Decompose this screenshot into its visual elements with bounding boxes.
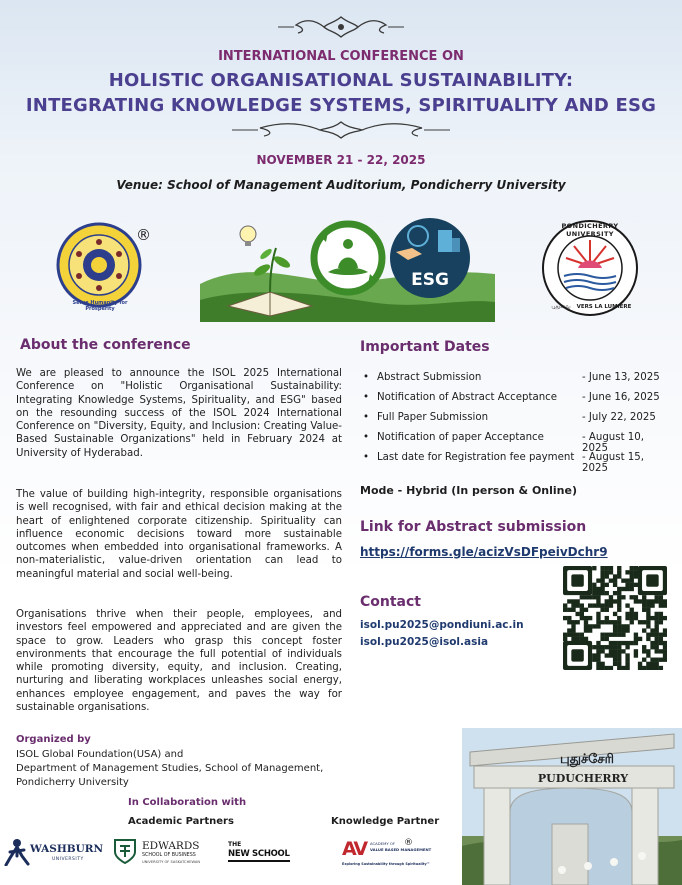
edwards-name: EDWARDS	[142, 840, 200, 852]
about-paragraph-2: The value of building high-integrity, responsible organisations is well recognised, with fair and ethical decision making at the heart of enlightened corporate citizenship. Spirituality can influence economic decisions toward more sustainable outcomes when embedded into organisational frameworks. A non-materialistic, value-driven orientation can lead to meaningful material and social well-being.	[16, 489, 342, 580]
isol-logo-emblem	[56, 222, 142, 308]
date-value: - July 22, 2025	[582, 412, 656, 423]
title-ornament	[230, 118, 452, 142]
academic-partners-heading: Academic Partners	[128, 816, 234, 827]
conference-dates: NOVEMBER 21 - 22, 2025	[256, 153, 426, 167]
qr-code[interactable]	[563, 566, 667, 670]
date-item	[361, 412, 673, 432]
pu-ring-top: PONDICHERRY UNIVERSITY	[561, 222, 619, 238]
date-item	[361, 452, 673, 472]
washburn-name: WASHBURN	[30, 843, 104, 855]
conference-mode: Mode - Hybrid (In person & Online)	[360, 484, 577, 497]
date-value: - June 16, 2025	[582, 392, 660, 403]
puducherry-gate-image	[462, 728, 682, 885]
conference-title-line2: INTEGRATING KNOWLEDGE SYSTEMS, SPIRITUALITY AND ESG	[25, 95, 657, 116]
date-item	[361, 392, 673, 412]
pu-ring-tamil: புதுவை	[551, 304, 571, 310]
edwards-sub: SCHOOL OF BUSINESS	[142, 853, 196, 858]
av-tagline: Exploring Sustainability through Spirituality™	[342, 862, 431, 866]
date-label: • Notification of paper Acceptance	[377, 432, 544, 443]
important-dates-heading: Important Dates	[360, 339, 490, 355]
edwards-shield-icon	[112, 838, 138, 864]
conference-title-line1: HOLISTIC ORGANISATIONAL SUSTAINABILITY:	[108, 70, 574, 91]
about-paragraph-1: We are pleased to announce the ISOL 2025 International Conference on "Holistic Organisational Sustainability: Integrating Knowledge Systems, Spirituality, and ESG" based on the resounding success of the ISOL 2024 International Conference on "Diversity, Equity, and Inclusion: Creating Value-Based Sustainable Organizations" held in February 2024 at University of Hyderabad.	[16, 368, 342, 459]
date-label: • Abstract Submission	[377, 372, 482, 383]
ichabod-icon	[4, 838, 30, 866]
av-line1: ACADEMY OF	[370, 841, 396, 846]
washburn-logo	[4, 838, 102, 868]
av-registered: ®	[404, 838, 413, 848]
date-label: • Notification of Abstract Acceptance	[377, 392, 558, 403]
date-value: - August 15, 2025	[582, 452, 645, 474]
contact-heading: Contact	[360, 594, 421, 610]
gate-sign-english: PUDUCHERRY	[537, 772, 629, 785]
conference-kicker: INTERNATIONAL CONFERENCE ON	[218, 49, 464, 64]
gate-sign-tamil: புதுச்சேரி	[560, 752, 614, 767]
abstract-submission-link[interactable]: https://forms.gle/acizVsDFpeivDchr9	[360, 545, 608, 559]
pondicherry-university-logo	[538, 218, 642, 318]
date-value: - June 13, 2025	[582, 372, 660, 383]
av-mark: AV	[342, 838, 367, 860]
date-value: - August 10, 2025	[582, 432, 645, 454]
conference-venue: Venue: School of Management Auditorium, Pondicherry University	[116, 178, 566, 192]
isol-logo	[56, 222, 142, 312]
new-school-top: THE	[228, 841, 242, 848]
organizer-line-3: Pondicherry University	[16, 777, 129, 788]
date-label: • Last date for Registration fee payment	[377, 452, 575, 463]
about-heading: About the conference	[20, 337, 191, 353]
top-ornament	[276, 13, 406, 41]
collaboration-label: In Collaboration with	[128, 797, 247, 808]
organizer-line-2: Department of Management Studies, School of Management,	[16, 763, 324, 774]
edwards-logo	[112, 838, 212, 868]
about-paragraph-3: Organisations thrive when their people, employees, and investors feel empowered and appreciated and are given the space to grow. Leaders who grasp this concept foster environments that encourage the full potential of individuals while promoting diversity, equity, and inclusion. Creating, nurturing and liberating workplaces unleashes social energy, enhances employee engagement, and paves the way for sustainable organisations.	[16, 609, 342, 714]
knowledge-partner-heading: Knowledge Partner	[331, 816, 440, 827]
new-school-name: NEW SCHOOL	[228, 849, 290, 859]
new-school-rule	[228, 860, 290, 862]
contact-email-2[interactable]: isol.pu2025@isol.asia	[360, 636, 489, 648]
esg-label: ESG	[411, 270, 449, 290]
date-item	[361, 432, 673, 452]
av-logo	[342, 838, 442, 870]
new-school-logo	[226, 840, 292, 866]
sustainability-illustration	[200, 214, 495, 322]
contact-email-1[interactable]: isol.pu2025@pondiuni.ac.in	[360, 619, 524, 631]
isol-caption: Serve Humanity for Prosperity	[72, 300, 128, 312]
pu-ring-bottom: VERS LA LUMIERE	[576, 304, 632, 310]
date-item	[361, 372, 673, 392]
edwards-sub2: UNIVERSITY OF SASKATCHEWAN	[142, 860, 201, 864]
organizer-line-1: ISOL Global Foundation(USA) and	[16, 749, 184, 760]
important-dates-list	[361, 372, 673, 472]
organized-by-label: Organized by	[16, 734, 91, 745]
av-line2: VALUE BASED MANAGEMENT	[370, 847, 432, 852]
abstract-link-heading: Link for Abstract submission	[360, 519, 587, 535]
registered-mark: ®	[136, 226, 151, 244]
washburn-sub: UNIVERSITY	[52, 857, 84, 862]
date-label: • Full Paper Submission	[377, 412, 489, 423]
